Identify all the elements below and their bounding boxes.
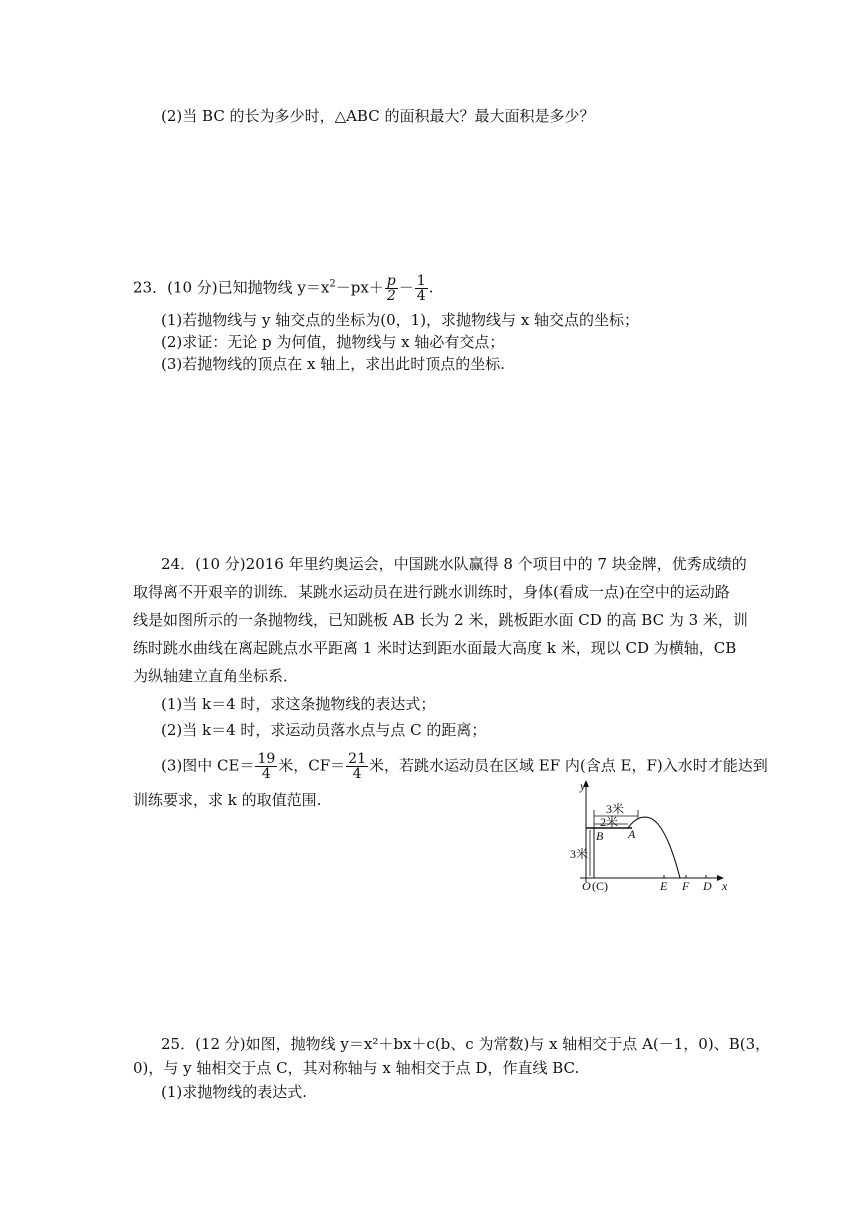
label-y: y xyxy=(580,779,586,793)
q24-part3-line2: 训练要求，求 k 的取值范围. xyxy=(133,791,322,809)
q25-line2: 0)，与 y 轴相交于点 C，其对称轴与 x 轴相交于点 D，作直线 BC. xyxy=(133,1059,580,1077)
label-a: A xyxy=(628,827,636,841)
q23-part3: (3)若抛物线的顶点在 x 轴上，求出此时顶点的坐标. xyxy=(161,355,506,373)
label-3m-top: 3米 xyxy=(606,802,625,816)
q24-fraction-19-4 xyxy=(255,752,277,781)
label-f: F xyxy=(682,879,690,893)
label-d: D xyxy=(703,879,712,893)
label-x: x xyxy=(722,879,728,893)
label-3m-left: 3米 xyxy=(570,847,589,861)
diving-parabola-figure xyxy=(570,778,740,898)
q23-part2: (2)求证：无论 p 为何值，抛物线与 x 轴必有交点； xyxy=(161,333,505,351)
q23-stem xyxy=(133,274,433,303)
q25-line1: 25．(12 分)如图，抛物线 y＝x²＋bx＋c(b、c 为常数)与 x 轴相交于点 A(－1，0)、B(3， xyxy=(161,1035,771,1053)
q24-line4: 练时跳水曲线在离起跳点水平距离 1 米时达到距水面最大高度 k 米，现以 CD 为横轴，CB xyxy=(133,639,737,657)
q23-mid: －px＋ xyxy=(335,278,384,297)
q23-frac1-num: p xyxy=(386,273,396,289)
q25-part1: (1)求抛物线的表达式. xyxy=(161,1083,308,1101)
q23-end: . xyxy=(428,278,434,297)
q24-part1: (1)当 k＝4 时，求这条抛物线的表达式； xyxy=(161,695,436,713)
q24-line1: 24．(10 分)2016 年里约奥运会，中国跳水队赢得 8 个项目中的 7 块金牌，优秀成绩的 xyxy=(161,555,747,573)
label-2m: 2米 xyxy=(600,815,619,829)
q24-line5: 为纵轴建立直角坐标系． xyxy=(133,667,299,685)
label-c: (C) xyxy=(592,879,608,893)
q24-f2-num: 21 xyxy=(348,751,366,767)
label-b: B xyxy=(596,829,604,843)
q24-line3: 线是如图所示的一条抛物线，已知跳板 AB 长为 2 米，跳板距水面 CD 的高 BC 为 3 米，训 xyxy=(133,611,748,629)
q24-line2: 取得离不开艰辛的训练．某跳水运动员在进行跳水训练时，身体(看成一点)在空中的运动路 xyxy=(133,583,730,601)
q23-prefix: 23．(10 分)已知抛物线 y＝x xyxy=(133,278,330,297)
q24-f2-den: 4 xyxy=(352,766,362,782)
q23-sup: 2 xyxy=(329,278,336,290)
label-e: E xyxy=(660,879,668,893)
q23-frac1-den: 2 xyxy=(386,288,396,304)
q24-fraction-21-4 xyxy=(346,752,368,781)
q22-part2: (2)当 BC 的长为多少时，△ABC 的面积最大？最大面积是多少？ xyxy=(161,107,595,125)
q24-part3 xyxy=(161,752,768,781)
q24-part2: (2)当 k＝4 时，求运动员落水点与点 C 的距离； xyxy=(161,721,487,739)
q23-minus: － xyxy=(398,278,414,297)
q23-part1: (1)若抛物线与 y 轴交点的坐标为(0，1)，求抛物线与 x 轴交点的坐标； xyxy=(161,311,640,329)
q24-part3-a: (3)图中 CE＝ xyxy=(161,756,255,775)
label-o: O xyxy=(582,879,591,893)
q23-fraction-1-4 xyxy=(415,274,428,303)
q24-part3-b: 米，CF＝ xyxy=(278,756,346,775)
parabola-curve xyxy=(628,817,680,878)
q24-f1-num: 19 xyxy=(257,751,276,767)
q23-fraction-p-2 xyxy=(385,274,398,303)
q24-part3-c: 米，若跳水运动员在区域 EF 内(含点 E，F)入水时才能达到 xyxy=(369,756,768,775)
q23-frac2-num: 1 xyxy=(416,273,426,289)
q24-f1-den: 4 xyxy=(261,766,271,782)
q23-frac2-den: 4 xyxy=(416,288,426,304)
